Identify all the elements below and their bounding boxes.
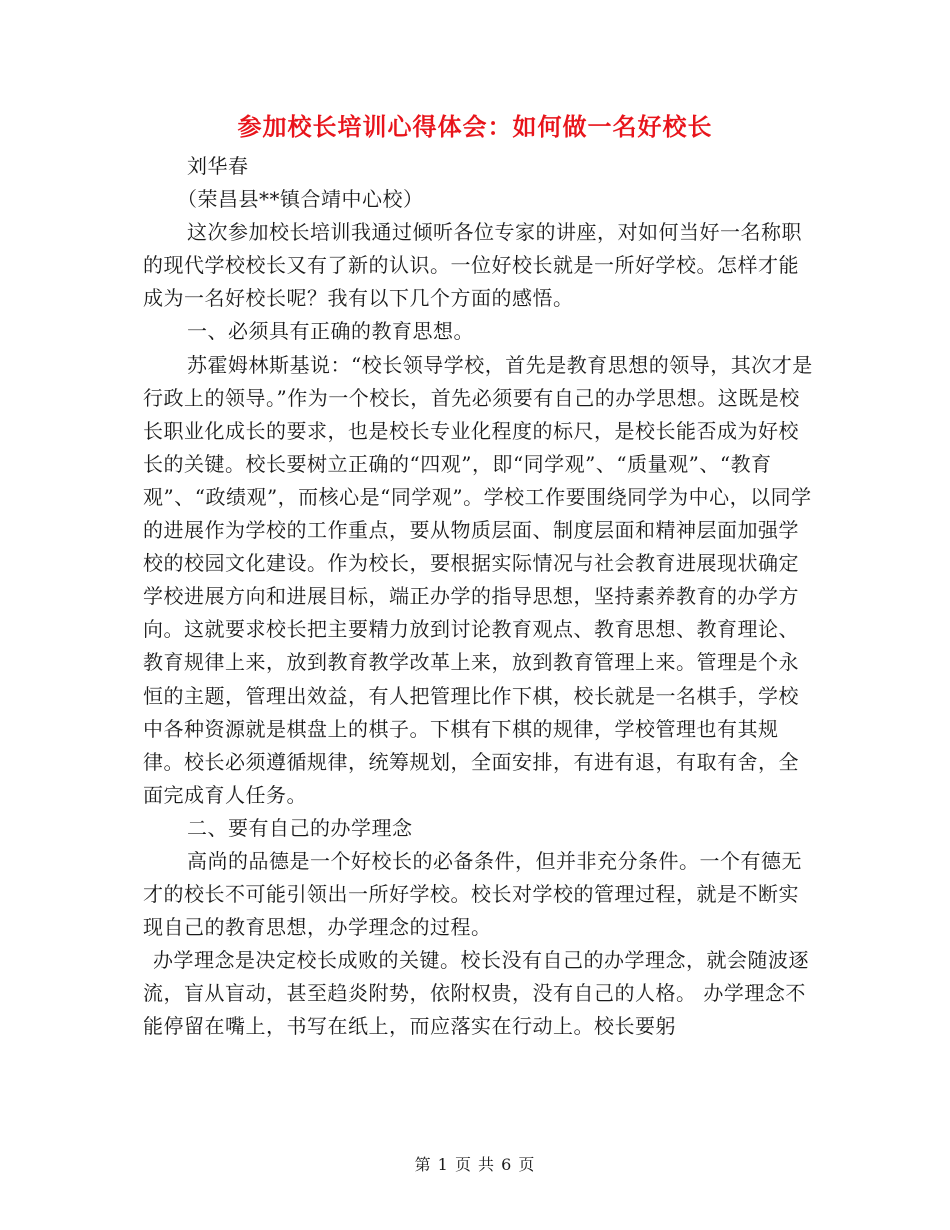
document-body: [143, 150, 813, 1044]
paragraph-section-2b: 办学理念是决定校长成败的关键。校长没有自己的办学理念，就会随波逐流，盲从盲动，甚至趋炎附势，依附权贵，没有自己的人格。 办学理念不能停留在嘴上，书写在纸上，而应落实在行动上。校长要躬: [143, 948, 809, 1039]
paragraph-section-1: 苏霍姆林斯基说：“校长领导学校，首先是教育思想的领导，其次才是行政上的领导。”作为一个校长，首先必须要有自己的办学思想。这既是校长职业化成长的要求，也是校长专业化程度的标尺，是校长能否成为好校长的关键。校长要树立正确的“四观”，即“同学观”、“质量观”、“教育观”、“政绩观”，而核心是“同学观”。学校工作要围绕同学为中心，以同学的进展作为学校的工作重点，要从物质层面、制度层面和精神层面加强学校的校园文化建设。作为校长，要根据实际情况与社会教育进展现状确定学校进展方向和进展目标，端正办学的指导思想，坚持素养教育的办学方向。这就要求校长把主要精力放到讨论教育观点、教育思想、教育理论、教育规律上来，放到教育教学改革上来，放到教育管理上来。管理是个永恒的主题，管理出效益，有人把管理比作下棋，校长就是一名棋手，学校中各种资源就是棋盘上的棋子。下棋有下棋的规律，学校管理也有其规律。校长必须遵循规律，统筹规划，全面安排，有进有退，有取有舍，全面完成育人任务。: [143, 352, 813, 807]
page-footer: 第 1 页 共 6 页: [414, 1155, 536, 1174]
author-affiliation: （荣昌县**镇合靖中心校）: [177, 187, 424, 212]
document-title: 参加校长培训心得体会：如何做一名好校长: [237, 112, 713, 141]
section-heading-1: 一、必须具有正确的教育思想。: [187, 319, 474, 344]
paragraph-intro: 这次参加校长培训我通过倾听各位专家的讲座，对如何当好一名称职的现代学校校长又有了新的认识。一位好校长就是一所好学校。怎样才能成为一名好校长呢？我有以下几个方面的感悟。: [143, 220, 802, 311]
author-name: 刘华春: [187, 154, 249, 178]
section-heading-2: 二、要有自己的办学理念: [187, 815, 413, 840]
paragraph-section-2a: 高尚的品德是一个好校长的必备条件，但并非充分条件。一个有德无才的校长不可能引领出一所好学校。校长对学校的管理过程，就是不断实现自己的教育思想，办学理念的过程。: [143, 848, 802, 940]
